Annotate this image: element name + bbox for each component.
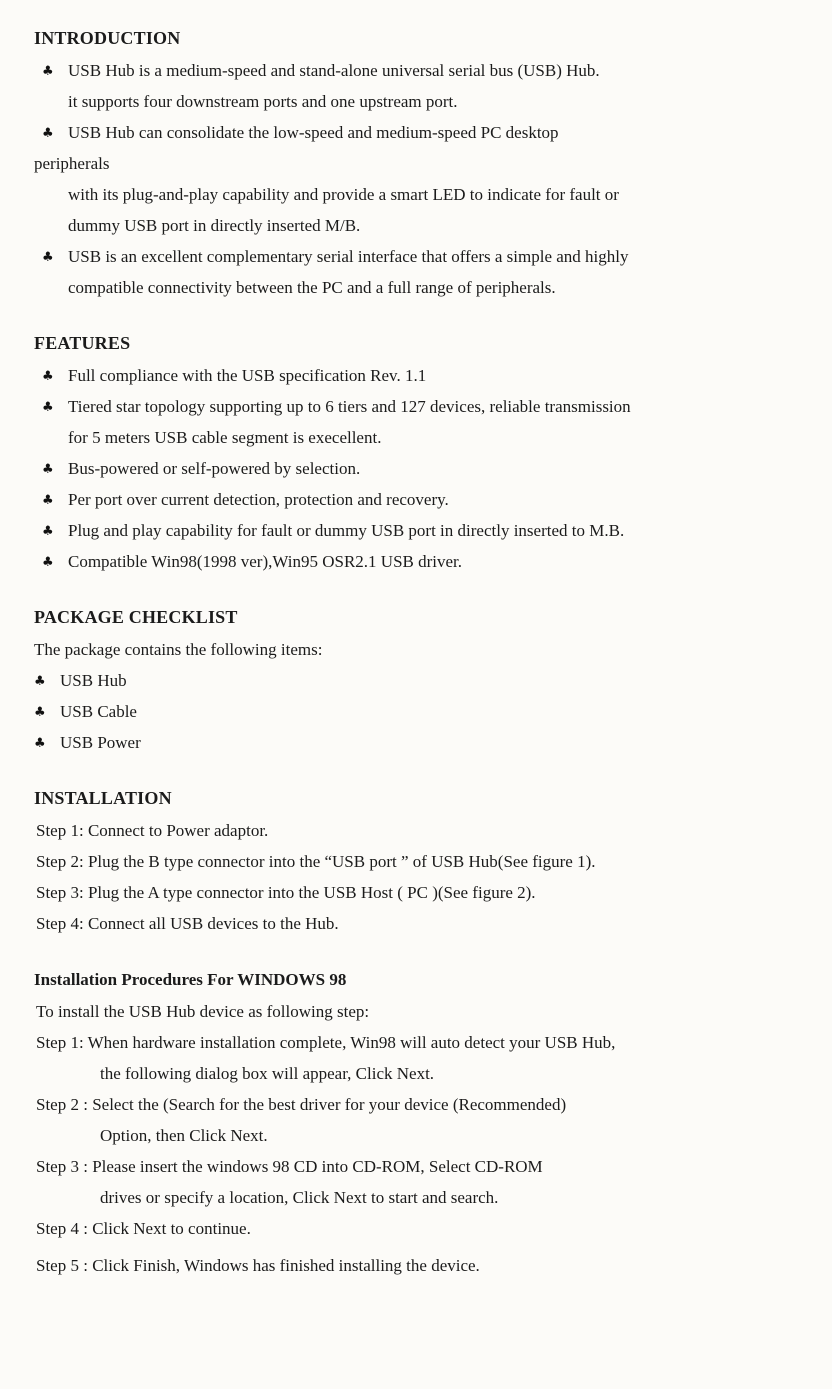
features-section: [34, 327, 792, 577]
win98-step-1: Step 1: When hardware installation complete, Win98 will auto detect your USB Hub,: [36, 1033, 616, 1052]
package-item: [34, 727, 792, 758]
win98-step-1-cont: the following dialog box will appear, Click Next.: [100, 1064, 435, 1083]
package-item-text: USB Cable: [60, 702, 137, 721]
intro-bullet-1-cont: it supports four downstream ports and one upstream port.: [68, 92, 458, 111]
bullet-icon: ♣: [42, 400, 54, 415]
feature-item-5: [34, 515, 792, 546]
feature-item-2: [34, 391, 792, 422]
installation-step: Step 3: Plug the A type connector into the USB Host ( PC )(See figure 2).: [36, 883, 536, 902]
introduction-section: [34, 22, 792, 303]
intro-bullet-1: [34, 55, 792, 86]
feature-item-5-text: Plug and play capability for fault or dummy USB port in directly inserted to M.B.: [68, 521, 625, 540]
intro-bullet-1-text: USB Hub is a medium-speed and stand-alone universal serial bus (USB) Hub.: [68, 61, 600, 80]
feature-item-1: [34, 360, 792, 391]
bullet-icon: ♣: [34, 674, 46, 689]
installation-section: [34, 782, 792, 939]
package-item: [34, 696, 792, 727]
introduction-heading: INTRODUCTION: [34, 28, 181, 48]
installation-step: Step 1: Connect to Power adaptor.: [36, 821, 269, 840]
spacer: [34, 939, 792, 963]
win98-intro: To install the USB Hub device as following step:: [36, 1002, 370, 1021]
win98-step-2-cont: Option, then Click Next.: [100, 1126, 268, 1145]
package-intro: The package contains the following items:: [34, 640, 323, 659]
win98-section: [34, 963, 792, 1281]
bullet-icon: ♣: [34, 705, 46, 720]
feature-item-6: [34, 546, 792, 577]
features-heading: FEATURES: [34, 333, 131, 353]
bullet-icon: ♣: [42, 555, 54, 570]
bullet-icon: ♣: [42, 126, 54, 141]
bullet-icon: ♣: [42, 493, 54, 508]
feature-item-2-cont: for 5 meters USB cable segment is execellent.: [68, 428, 382, 447]
installation-step: Step 4: Connect all USB devices to the Hub.: [36, 914, 339, 933]
intro-bullet-2-cont-3: dummy USB port in directly inserted M/B.: [68, 216, 361, 235]
win98-step-5: Step 5 : Click Finish, Windows has finished installing the device.: [36, 1256, 480, 1275]
intro-bullet-3: [34, 241, 792, 272]
intro-bullet-3-cont: compatible connectivity between the PC and a full range of peripherals.: [68, 278, 556, 297]
feature-item-3: [34, 453, 792, 484]
win98-heading: Installation Procedures For WINDOWS 98: [34, 970, 347, 989]
feature-item-6-text: Compatible Win98(1998 ver),Win95 OSR2.1 USB driver.: [68, 552, 463, 571]
package-section: [34, 601, 792, 758]
package-heading: PACKAGE CHECKLIST: [34, 607, 238, 627]
bullet-icon: ♣: [34, 736, 46, 751]
win98-step-3-cont: drives or specify a location, Click Next to start and search.: [100, 1188, 499, 1207]
intro-bullet-2-text: USB Hub can consolidate the low-speed and medium-speed PC desktop: [68, 123, 559, 142]
intro-bullet-2-cont-1: peripherals: [34, 154, 110, 173]
win98-step-2: Step 2 : Select the (Search for the best driver for your device (Recommended): [36, 1095, 567, 1114]
installation-step: Step 2: Plug the B type connector into the “USB port ” of USB Hub(See figure 1).: [36, 852, 596, 871]
package-item: [34, 665, 792, 696]
win98-step-3: Step 3 : Please insert the windows 98 CD into CD-ROM, Select CD-ROM: [36, 1157, 543, 1176]
package-item-text: USB Hub: [60, 671, 127, 690]
bullet-icon: ♣: [42, 64, 54, 79]
intro-bullet-2: [34, 117, 792, 148]
win98-step-4: Step 4 : Click Next to continue.: [36, 1219, 251, 1238]
intro-bullet-2-cont-2: with its plug-and-play capability and provide a smart LED to indicate for fault or: [68, 185, 619, 204]
installation-heading: INSTALLATION: [34, 788, 172, 808]
spacer: [34, 577, 792, 601]
package-item-text: USB Power: [60, 733, 141, 752]
feature-item-4: [34, 484, 792, 515]
feature-item-3-text: Bus-powered or self-powered by selection.: [68, 459, 361, 478]
feature-item-1-text: Full compliance with the USB specification Rev. 1.1: [68, 366, 427, 385]
bullet-icon: ♣: [42, 250, 54, 265]
intro-bullet-3-text: USB is an excellent complementary serial interface that offers a simple and highly: [68, 247, 629, 266]
feature-item-2-text: Tiered star topology supporting up to 6 tiers and 127 devices, reliable transmission: [68, 397, 631, 416]
spacer: [34, 758, 792, 782]
bullet-icon: ♣: [42, 524, 54, 539]
bullet-icon: ♣: [42, 462, 54, 477]
spacer: [34, 303, 792, 327]
feature-item-4-text: Per port over current detection, protection and recovery.: [68, 490, 449, 509]
bullet-icon: ♣: [42, 369, 54, 384]
